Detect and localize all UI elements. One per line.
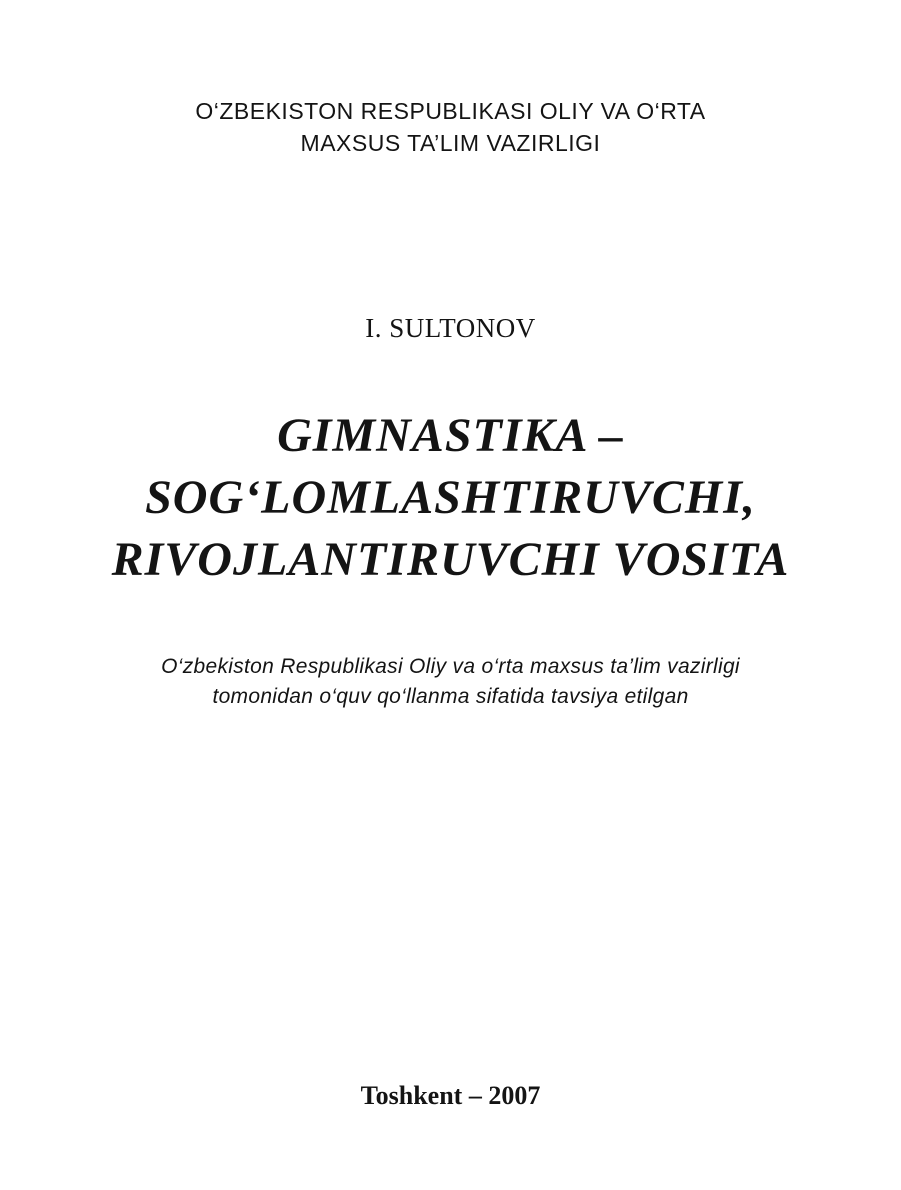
place-and-year: Toshkent – 2007 (360, 1081, 541, 1110)
book-title-line-2: SOG‘LOMLASHTIRUVCHI, (145, 471, 756, 524)
book-title-line-1: GIMNASTIKA – (277, 409, 624, 462)
recommendation-line-2: tomonidan o‘quv qo‘llanma sifatida tavsiya etilgan (212, 685, 689, 708)
recommendation-line-1: O‘zbekiston Respublikasi Oliy va o‘rta maxsus ta’lim vazirligi (161, 655, 740, 678)
ministry-name-line-1: O‘ZBEKISTON RESPUBLIKASI OLIY VA O‘RTA (195, 98, 706, 124)
book-title-line-3: RIVOJLANTIRUVCHI VOSITA (111, 533, 790, 586)
ministry-name-line-2: MAXSUS TA’LIM VAZIRLIGI (300, 130, 601, 156)
author-name: I. SULTONOV (365, 313, 536, 343)
